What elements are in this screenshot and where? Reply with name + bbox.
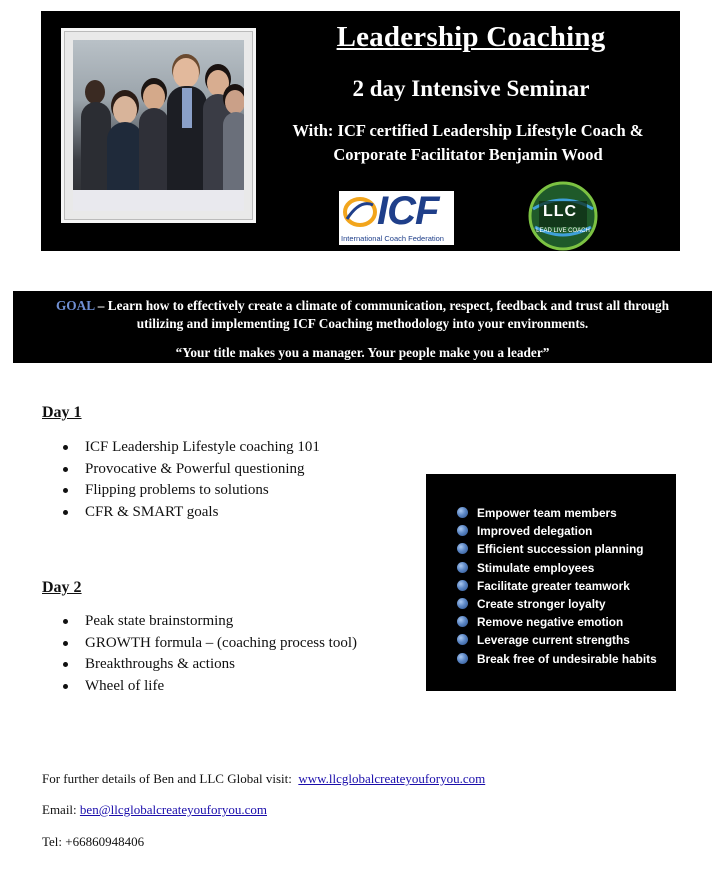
goal-box [13, 291, 712, 363]
leadership-quote: “Your title makes you a manager. Your people make you a leader” [175, 345, 550, 360]
benefit-item: Facilitate greater teamwork [457, 577, 657, 595]
day-1-list [42, 437, 320, 523]
benefit-item: Remove negative emotion [457, 613, 657, 631]
day-2-heading: Day 2 [42, 579, 82, 596]
benefit-item: Leverage current strengths [457, 631, 657, 649]
coach-credentials-line-1: With: ICF certified Leadership Lifestyle Coach & [292, 121, 644, 140]
coach-credentials-line-2: Corporate Facilitator Benjamin Wood [333, 145, 603, 164]
day-2-list [42, 611, 357, 697]
header-banner [41, 11, 680, 251]
benefits-list [457, 504, 657, 668]
icf-logo-text: ICF [377, 191, 439, 233]
benefit-item: Create stronger loyalty [457, 595, 657, 613]
benefit-item: Empower team members [457, 504, 657, 522]
llc-logo-text: LLC [543, 203, 578, 220]
bullet-dot-icon [457, 525, 468, 536]
bullet-dot-icon [457, 598, 468, 609]
list-item: Wheel of life [85, 676, 357, 698]
email-prefix: Email: [42, 802, 77, 817]
list-item: Peak state brainstorming [85, 611, 357, 633]
coach-credentials [263, 119, 673, 167]
bullet-dot-icon [457, 543, 468, 554]
list-item: ICF Leadership Lifestyle coaching 101 [85, 437, 320, 459]
bullet-dot-icon [457, 634, 468, 645]
bullet-dot-icon [457, 616, 468, 627]
goal-description: – Learn how to effectively create a climate of communication, respect, feedback and trust all through utilizing and implementing ICF Coaching methodology into your environments. [94, 298, 670, 331]
website-link[interactable]: www.llcglobalcreateyouforyou.com [298, 771, 486, 786]
team-photo [73, 40, 244, 211]
llc-logo-subtext: LEAD LIVE COACH [536, 228, 590, 234]
seminar-subtitle: 2 day Intensive Seminar [352, 76, 590, 101]
page-title: Leadership Coaching [336, 21, 606, 53]
bullet-dot-icon [457, 653, 468, 664]
llc-logo [523, 181, 603, 251]
benefits-box [426, 474, 676, 691]
bullet-dot-icon [457, 562, 468, 573]
email-line [42, 802, 267, 818]
details-line [42, 771, 485, 787]
details-prefix: For further details of Ben and LLC Global visit: [42, 771, 292, 786]
phone-line: Tel: +66860948406 [42, 834, 145, 849]
bullet-dot-icon [457, 580, 468, 591]
benefit-item: Efficient succession planning [457, 540, 657, 558]
goal-label: GOAL [55, 298, 95, 313]
icf-logo [339, 191, 454, 245]
list-item: GROWTH formula – (coaching process tool) [85, 633, 357, 655]
list-item: Flipping problems to solutions [85, 480, 320, 502]
list-item: Provocative & Powerful questioning [85, 459, 320, 481]
bullet-dot-icon [457, 507, 468, 518]
icf-swoosh-icon [343, 195, 377, 229]
list-item: CFR & SMART goals [85, 502, 320, 524]
day-1-heading: Day 1 [42, 404, 82, 421]
benefit-item: Improved delegation [457, 522, 657, 540]
email-link[interactable]: ben@llcglobalcreateyouforyou.com [79, 802, 267, 817]
goal-statement [33, 297, 692, 333]
team-photo-frame [61, 28, 256, 223]
benefit-item: Stimulate employees [457, 559, 657, 577]
icf-logo-subtext: International Coach Federation [341, 234, 444, 243]
list-item: Breakthroughs & actions [85, 654, 357, 676]
benefit-item: Break free of undesirable habits [457, 650, 657, 668]
